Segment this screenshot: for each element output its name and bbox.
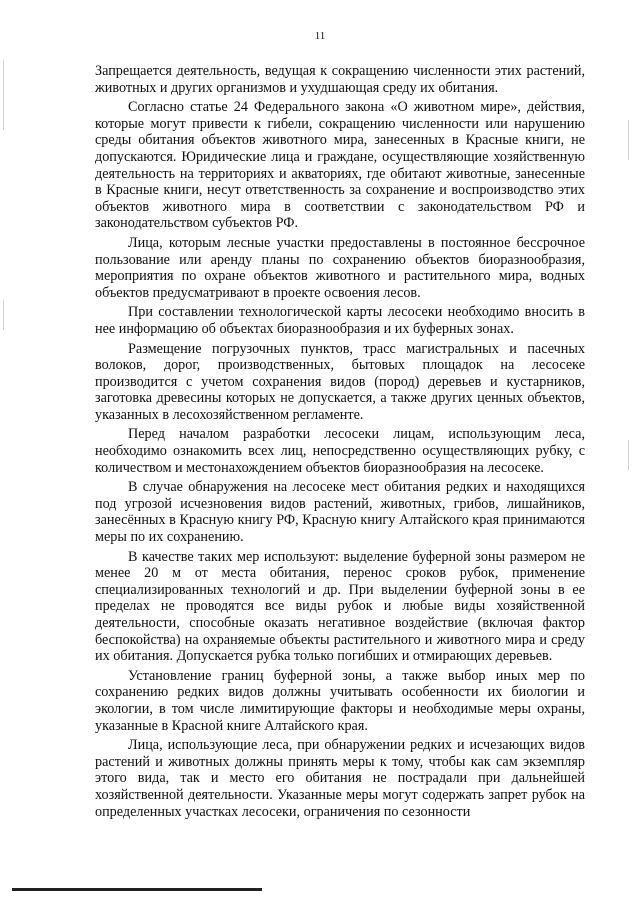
scan-mark-right-lower <box>628 440 629 470</box>
paragraph-4: При составлении технологической карты лесосеки необходимо вносить в нее информацию об объектах биоразнообразия и их буферных зонах. <box>95 304 585 337</box>
page-number: 11 <box>314 30 326 42</box>
paragraph-2: Согласно статье 24 Федерального закона «О животном мире», действия, которые могут привести к гибели, сокращению численности или нарушению среды обитания объектов животного мира, занесенных в Красные книги, не допускаются. Юридические лица и граждане, осуществляющие хозяйственную деятельность на территориях и акваториях, где обитают животные, занесенные в Красные книги, несут ответственность за сохранение и воспроизводство этих объектов животного мира в соответствии с законодательством РФ и законодательством субъектов РФ. <box>95 99 585 232</box>
document-body <box>95 63 585 823</box>
paragraph-5: Размещение погрузочных пунктов, трасс магистральных и пасечных волоков, дорог, производственных, бытовых площадок на лесосеке производится с учетом сохранения видов (пород) деревьев и кустарников, заготовка древесины которых не допускается, а также других ценных объектов, указанных в лесохозяйственном регламенте. <box>95 340 585 423</box>
paragraph-7: В случае обнаружения на лесосеке мест обитания редких и находящихся под угрозой исчезновения видов растений, животных, грибов, лишайников, занесённых в Красную книгу РФ, Красную книгу Алтайского края принимаются меры по их сохранению. <box>95 479 585 546</box>
footer-rule <box>12 888 262 891</box>
paragraph-3: Лица, которым лесные участки предоставлены в постоянное бессрочное пользование или аренду планы по сохранению объектов биоразнообразия, мероприятия по охране объектов животного и растительного мира, водных объектов предусматривают в проекте освоения лесов. <box>95 234 585 301</box>
paragraph-8: В качестве таких мер используют: выделение буферной зоны размером не менее 20 м от места обитания, перенос сроков рубок, применение специализированных технологий и др. При выделении буферной зоны в ее пределах не проводятся все виды рубок и любые виды хозяйственной деятельности, способные оказать негативное воздействие (включая фактор беспокойства) на охраняемые объекты растительного и животного мира и среду их обитания. Допускается рубка только погибших и отмирающих деревьев. <box>95 548 585 665</box>
scan-mark-left <box>3 60 4 130</box>
paragraph-9: Установление границ буферной зоны, а также выбор иных мер по сохранению редких видов должны учитывать особенности их биологии и экологии, в том числе лимитирующие факторы и необходимые меры охраны, указанные в Красной книге Алтайского края. <box>95 667 585 734</box>
paragraph-10: Лица, использующие леса, при обнаружении редких и исчезающих видов растений и животных должны принять меры к тому, чтобы как сам экземпляр этого вида, так и место его обитания не пострадали при дальнейшей хозяйственной деятельности. Указанные меры могут содержать запрет рубок на определенных участках лесосеки, ограничения по сезонности <box>95 737 585 820</box>
scan-mark-left-lower <box>3 300 4 330</box>
paragraph-6: Перед началом разработки лесосеки лицам, использующим леса, необходимо ознакомить всех лиц, непосредственно осуществляющих рубку, с количеством и местонахождением объектов биоразнообразия на лесосеке. <box>95 426 585 476</box>
paragraph-1: Запрещается деятельность, ведущая к сокращению численности этих растений, животных и других организмов и ухудшающая среду их обитания. <box>95 63 585 96</box>
scan-mark-right <box>628 120 629 160</box>
